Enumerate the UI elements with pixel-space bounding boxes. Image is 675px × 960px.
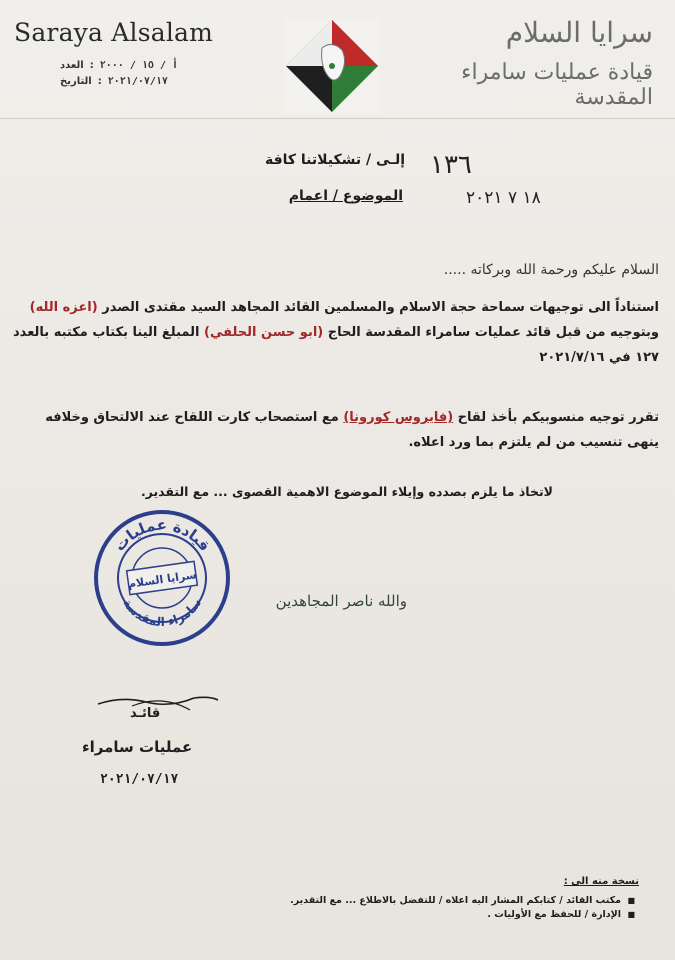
signoff: والله ناصر المجاهدين	[275, 592, 407, 610]
signature-title: قائـد	[130, 706, 161, 721]
copy-item: ■ الإدارة / للحفظ مع الأوليات .	[195, 908, 635, 922]
unit-arabic: قيادة عمليات سامراء المقدسة	[461, 60, 653, 110]
ref-value: أ / ١٥ / ٢٠٠٠	[99, 60, 179, 71]
stamp-bottom-text: سامراء المقدسة	[120, 595, 205, 630]
copy-item: ■ مكتب القائد / كتابكم المشار اليه اعلاه / للتفضل بالاطلاع ... مع التقدير.	[195, 894, 635, 908]
body-text: وبتوجيه من قبل قائد عمليات سامراء المقدسة الحاج	[323, 325, 659, 340]
body-text: تقرر توجيه منسوبيكم بأخذ لقاح	[453, 410, 659, 425]
handwritten-date: ١٨ ٧ ٢٠٢١	[466, 188, 541, 208]
brand-arabic: سرايا السلام	[505, 16, 653, 49]
copies-list	[195, 894, 635, 922]
svg-text:سامراء المقدسة	[120, 596, 204, 629]
honorific: (اعزه الله)	[29, 300, 98, 315]
handwritten-number: ١٣٦	[430, 150, 472, 180]
subject-line: الموضوع / اعمام	[288, 188, 403, 204]
signature-unit: عمليات سامراء	[82, 738, 193, 756]
body-paragraph-2	[11, 405, 659, 455]
brand-english: Saraya Alsalam	[14, 18, 214, 47]
official-stamp-icon	[92, 508, 232, 648]
stamp-top-text: قيادة عمليات	[110, 515, 214, 555]
closing-line: لاتخاذ ما يلزم بصدده وإيلاء الموضوع الاهمية القصوى ... مع التقدير.	[140, 484, 553, 499]
body-text: استناداً الى توجيهات سماحة حجة الاسلام والمسلمين القائد المجاهد السيد مقتدى الصدر	[97, 300, 659, 315]
ref-label: العدد	[60, 60, 84, 71]
virus-name: (فايروس كورونا)	[343, 410, 454, 425]
copies-title: نسخة منه الى :	[563, 876, 639, 887]
body-text: المبلغ الينا بكتاب مكتبه بالعدد ١٢٧ في ٢٠٢١/٧/١٦	[13, 325, 659, 365]
saraya-logo-icon	[284, 18, 380, 114]
body-text: مع استصحاب كارت اللقاح عند الالتحاق وخلافه ينهى تنسيب من لم يلتزم بما ورد اعلاه.	[45, 410, 659, 450]
commander-name: (ابو حسن الحلفي)	[204, 325, 324, 340]
signature-date: ٢٠٢١/٠٧/١٧	[100, 772, 179, 787]
reference-block: العدد : أ / ١٥ / ٢٠٠٠ التاريخ : ٢٠٢١/٠٧/١٧	[60, 58, 220, 90]
date-value: ٢٠٢١/٠٧/١٧	[107, 76, 168, 87]
greeting: السلام عليكم ورحمة الله وبركاته .....	[443, 262, 659, 278]
addressee-line: إلـى / تشكيلاتنا كافة	[264, 152, 405, 168]
body-paragraph-1	[11, 295, 659, 370]
header-divider	[0, 118, 675, 119]
date-label: التاريخ	[60, 76, 92, 87]
stamp-center-text: سرايا السلام	[127, 568, 198, 591]
